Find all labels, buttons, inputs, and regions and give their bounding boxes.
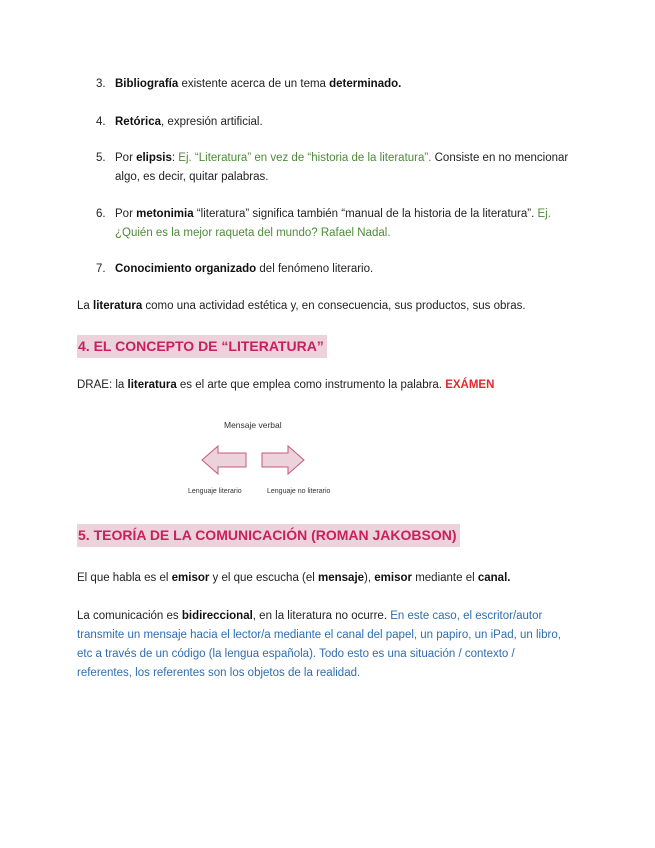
section-heading-5: 5. TEORÍA DE LA COMUNICACIÓN (ROMAN JAKOBSON) xyxy=(77,524,460,547)
language-diagram xyxy=(180,414,350,504)
list-number: 6. xyxy=(96,208,106,220)
list-number: 5. xyxy=(96,152,106,164)
list-item: 5. Por elipsis: Ej. “Literatura” en vez de “historia de la literatura”. Consiste en no mencionar algo, es decir, quitar palabras. xyxy=(96,149,586,187)
paragraph-drae: DRAE: la literatura es el arte que emplea como instrumento la palabra. EXÁMEN xyxy=(77,379,495,391)
bold-term: literatura xyxy=(127,379,177,391)
bold-term: determinado. xyxy=(329,78,402,90)
bold-term: bidireccional xyxy=(181,610,253,622)
exam-marker: EXÁMEN xyxy=(445,379,495,391)
diagram-right-label: Lenguaje no literario xyxy=(267,488,331,495)
list-number: 7. xyxy=(96,263,106,275)
bold-term: emisor xyxy=(171,572,210,584)
bold-term: mensaje xyxy=(318,572,365,584)
arrow-left-icon xyxy=(202,446,246,474)
example-text: Ej. “Literatura” en vez de “historia de la literatura”. xyxy=(178,152,432,164)
diagram-title: Mensaje verbal xyxy=(224,420,282,430)
bold-term: elipsis xyxy=(136,152,172,164)
list-number: 4. xyxy=(96,116,106,128)
bold-term: Conocimiento organizado xyxy=(115,263,257,275)
bold-term: canal. xyxy=(477,572,511,584)
bold-term: literatura xyxy=(93,300,143,312)
diagram-left-label: Lenguaje literario xyxy=(188,488,242,495)
bold-term: Retórica xyxy=(115,116,162,128)
explanation-text: En este caso, el escritor/autor transmite un mensaje hacia el lector/a mediante el canal del papel, un papiro, un iPad, un libro, etc a través de un código (la lengua española). Todo esto es una situación / contexto / referentes, los referentes son los objetos de la realidad. xyxy=(77,610,561,679)
paragraph-comunicacion: La comunicación es bidireccional, en la literatura no ocurre. En este caso, el escritor/autor transmite un mensaje hacia el lector/a mediante el canal del papel, un papiro, un iPad, un libro, etc a través de un código (la lengua española). Todo esto es una situación / contexto / referentes, los referentes son los objetos de la realidad. xyxy=(77,610,561,679)
list-item: 7. Conocimiento organizado del fenómeno literario. xyxy=(96,260,586,279)
list-item: 3. Bibliografía existente acerca de un tema determinado. xyxy=(96,75,586,94)
list-item: 6. Por metonimia “literatura” significa también “manual de la historia de la literatura”. Ej. ¿Quién es la mejor raqueta del mundo? Rafael Nadal. xyxy=(96,205,586,243)
section-heading-4: 4. EL CONCEPTO DE “LITERATURA” xyxy=(77,335,327,358)
example-text: Ej. ¿Quién es la mejor raqueta del mundo? Rafael Nadal. xyxy=(115,208,551,239)
list-number: 3. xyxy=(96,78,106,90)
list-item: 4. Retórica, expresión artificial. xyxy=(96,113,586,132)
paragraph-literatura: La literatura como una actividad estética y, en consecuencia, sus productos, sus obras. xyxy=(77,300,526,312)
bold-term: metonimia xyxy=(136,208,194,220)
bold-term: emisor xyxy=(374,572,412,584)
paragraph-emisor: El que habla es el emisor y el que escucha (el mensaje), emisor mediante el canal. xyxy=(77,572,511,584)
arrow-right-icon xyxy=(262,446,304,474)
bold-term: Bibliografía xyxy=(115,78,179,90)
